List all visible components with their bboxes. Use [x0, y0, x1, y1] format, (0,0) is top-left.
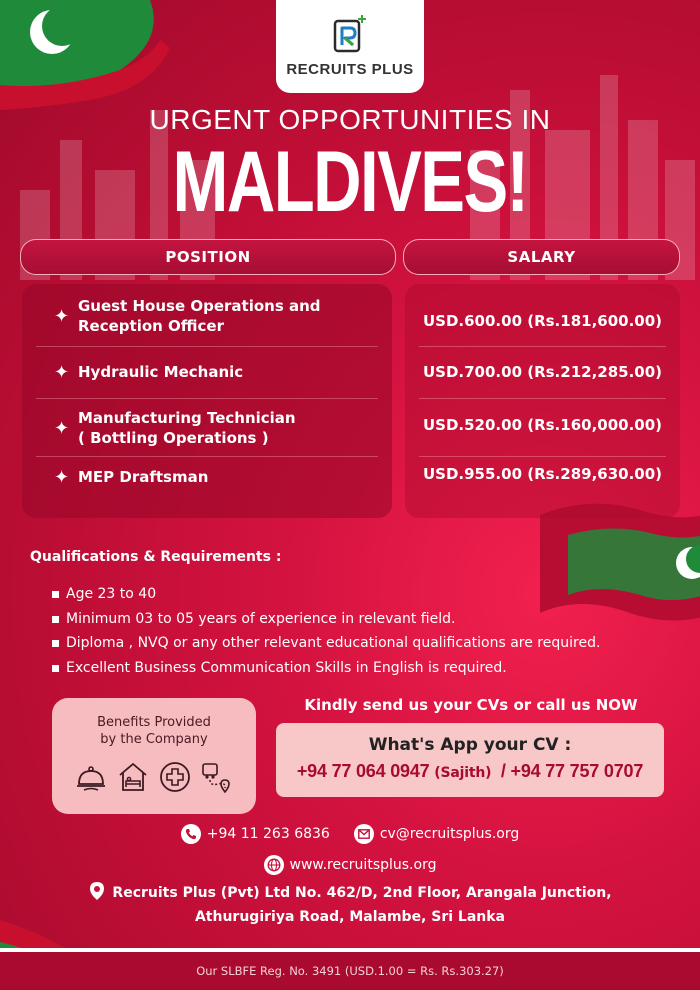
benefits-title-line-1: Benefits Provided: [97, 715, 211, 730]
position-row: [22, 294, 392, 338]
qualifications-title: Qualifications & Requirements :: [30, 549, 282, 565]
whatsapp-phone-1[interactable]: +94 77 064 0947: [296, 761, 430, 781]
headline-line-2: MALDIVES!: [172, 134, 528, 230]
brand-name: RECRUITS PLUS: [286, 61, 414, 78]
website-link[interactable]: www.recruitsplus.org: [289, 857, 437, 873]
salary-row: [405, 459, 680, 489]
email-link[interactable]: cv@recruitsplus.org: [379, 826, 520, 842]
qualification-item: Age 23 to 40: [52, 582, 600, 607]
row-divider: [419, 456, 666, 457]
position-row: [22, 357, 392, 387]
phone-separator: /: [500, 761, 506, 781]
row-divider: [36, 456, 378, 457]
cta-heading: What's App your CV :: [368, 735, 572, 755]
position-title-continued: Reception Officer: [78, 317, 224, 335]
salary-row: [405, 306, 680, 336]
row-divider: [419, 398, 666, 399]
whatsapp-cta-box: [276, 723, 664, 797]
address-line-1: Recruits Plus (Pvt) Ltd No. 462/D, 2nd Floor, Arangala Junction,: [112, 885, 612, 901]
sparkle-bullet-icon: ✦: [54, 466, 70, 488]
position-row: [22, 406, 392, 450]
office-address: [0, 881, 700, 929]
location-pin-icon: [88, 881, 106, 901]
salary-column-header: SALARY: [403, 239, 680, 275]
position-title: Guest House Operations and: [78, 297, 321, 315]
headline-line-1: URGENT OPPORTUNITIES IN: [149, 104, 551, 135]
benefits-title-line-2: by the Company: [100, 732, 208, 747]
sparkle-bullet-icon: ✦: [54, 361, 70, 383]
registration-note: Our SLBFE Reg. No. 3491 (USD.1.00 = Rs. Rs.303.27): [196, 964, 504, 978]
phone-icon: [181, 824, 201, 844]
globe-icon: [264, 855, 284, 875]
sparkle-bullet-icon: ✦: [54, 417, 70, 439]
salary-value: USD.700.00 (Rs.212,285.00): [422, 363, 663, 381]
transport-route-icon: [200, 760, 234, 794]
qualification-item: Excellent Business Communication Skills in English is required.: [52, 656, 600, 681]
position-row: [22, 462, 392, 492]
position-title: Manufacturing Technician: [78, 409, 296, 427]
office-phone[interactable]: +94 11 263 6836: [206, 826, 330, 842]
accommodation-house-icon: [116, 760, 150, 794]
sparkle-bullet-icon: ✦: [54, 305, 70, 327]
position-title: MEP Draftsman: [78, 468, 209, 486]
whatsapp-phone-2[interactable]: +94 77 757 0707: [510, 761, 644, 781]
brand-logo-card: [276, 0, 424, 93]
row-divider: [36, 398, 378, 399]
benefits-card: [52, 698, 256, 814]
position-title: Hydraulic Mechanic: [78, 363, 244, 381]
qualification-item: Diploma , NVQ or any other relevant educational qualifications are required.: [52, 631, 600, 656]
contact-name: (Sajith): [434, 765, 492, 781]
rp-logo-icon: [333, 15, 367, 55]
position-panel: [22, 284, 392, 518]
row-divider: [36, 346, 378, 347]
email-icon: [354, 824, 374, 844]
position-title-continued: ( Bottling Operations ): [78, 429, 269, 447]
salary-row: [405, 357, 680, 387]
food-cloche-icon: [74, 760, 108, 794]
address-line-2: Athurugiriya Road, Malambe, Sri Lanka: [194, 909, 506, 925]
qualifications-list: [52, 582, 600, 680]
contact-row-web: [0, 855, 700, 875]
row-divider: [419, 346, 666, 347]
salary-value: USD.520.00 (Rs.160,000.00): [422, 416, 663, 434]
cta-title: Kindly send us your CVs or call us NOW: [304, 696, 638, 714]
contact-row-primary: [0, 824, 700, 844]
medical-cross-icon: [158, 760, 192, 794]
footer-band: [0, 948, 700, 990]
salary-value: USD.600.00 (Rs.181,600.00): [422, 312, 663, 330]
qualification-item: Minimum 03 to 05 years of experience in relevant field.: [52, 607, 600, 632]
salary-value: USD.955.00 (Rs.289,630.00): [422, 465, 663, 483]
position-column-header: POSITION: [20, 239, 396, 275]
salary-panel: [405, 284, 680, 518]
maldives-flag-top-left-icon: [0, 0, 170, 110]
salary-row: [405, 410, 680, 440]
